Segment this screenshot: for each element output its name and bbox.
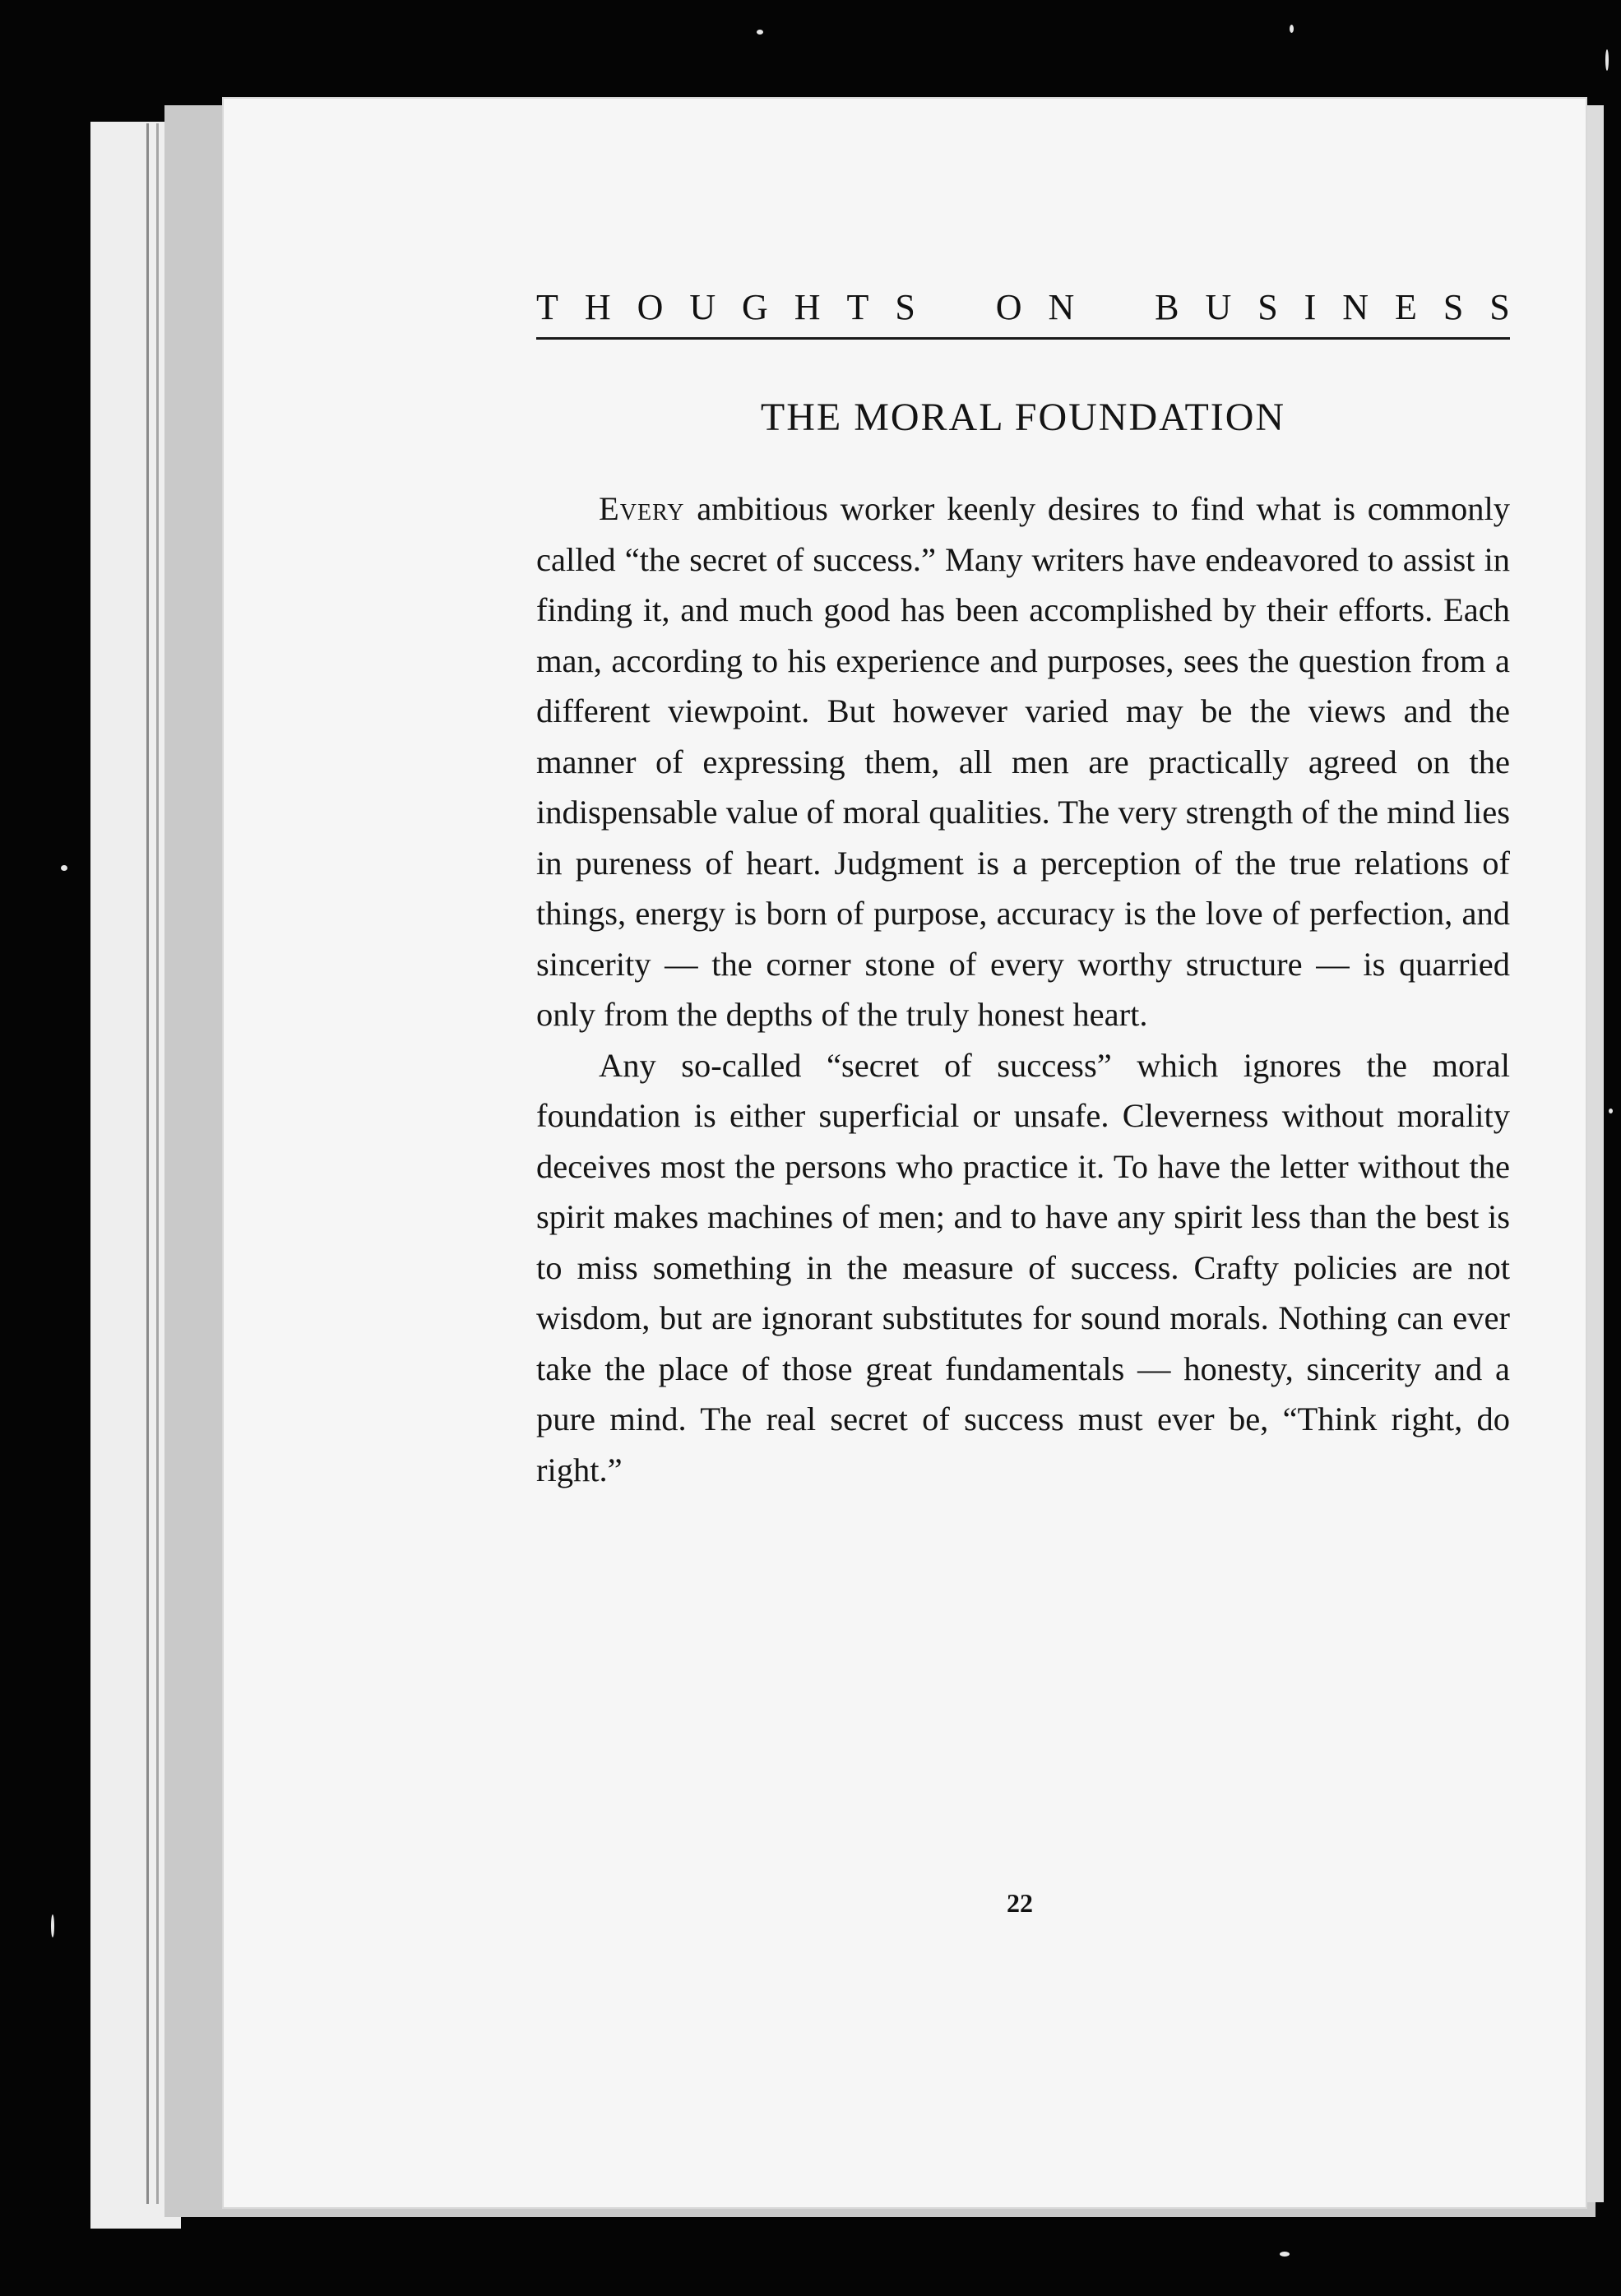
running-head-letter: T	[846, 286, 869, 327]
scan-speck	[51, 1914, 54, 1937]
page-right-edge	[1586, 105, 1604, 2202]
paragraph-lead-word: Every	[599, 490, 685, 527]
running-head-letter: O	[637, 286, 664, 327]
chapter-title: THE MORAL FOUNDATION	[760, 396, 1286, 439]
running-head-letter: O	[995, 286, 1022, 327]
running-head	[536, 278, 1510, 336]
paragraph-text: ambitious worker keenly desires to find what is commonly called “the secret of success.” Many writers have endeavored to assist in finding it, and much good has been accomplished by their efforts. Each man, according to his experience and purposes, sees the question from a different viewpoint. But however varied may be the views and the manner of expressing them, all men are practically agreed on the indispensable value of moral qualities. The very strength of the mind lies in pureness of heart. Judgment is a perception of the true relations of things, energy is born of purpose, accuracy is the love of perfection, and sincerity — the corner stone of every worthy structure — is quarried only from the depths of the truly honest heart.	[536, 490, 1510, 1033]
paragraph	[536, 484, 1510, 1040]
scan-speck	[1290, 25, 1294, 33]
running-head-letter: I	[1304, 286, 1317, 327]
running-head-letter: H	[584, 286, 611, 327]
running-head-letter: S	[1489, 286, 1510, 327]
scan-speck	[1609, 1109, 1613, 1113]
running-head-letter: G	[742, 286, 768, 327]
page-number: 22	[1007, 1888, 1033, 1918]
running-head-letter: N	[1342, 286, 1369, 327]
scan-speck	[61, 865, 67, 871]
running-head-letter: H	[794, 286, 821, 327]
running-head-letter: T	[536, 286, 558, 327]
running-head-letter: B	[1155, 286, 1179, 327]
paragraph	[536, 1040, 1510, 1496]
running-head-letter: E	[1395, 286, 1417, 327]
scan-speck	[757, 30, 763, 35]
paragraph-text: Any so-called “secret of success” which ignores the moral foundation is either superficial or unsafe. Cleverness without morality deceives most the persons who practice it. To have the letter without the spirit makes machines of men; and to have any spirit less than the best is to miss something in the measure of success. Crafty policies are not wisdom, but are ignorant substitutes for sound morals. Nothing can ever take the place of those great fundamentals — honesty, sincerity and a pure mind. The real secret of success must ever be, “Think right, do right.”	[536, 1046, 1510, 1488]
body-text	[536, 484, 1510, 1495]
scan-speck	[1280, 2252, 1290, 2257]
running-head-letter: S	[1443, 286, 1464, 327]
running-head-letter: S	[895, 286, 915, 327]
running-head-rule	[536, 337, 1510, 340]
running-head-letter: U	[1205, 286, 1232, 327]
scan-speck	[1605, 49, 1609, 71]
page-stack-line	[146, 123, 149, 2204]
running-head-letter: U	[689, 286, 716, 327]
running-head-letter: N	[1048, 286, 1075, 327]
running-head-letter: S	[1257, 286, 1278, 327]
page-stack-line	[156, 123, 159, 2204]
